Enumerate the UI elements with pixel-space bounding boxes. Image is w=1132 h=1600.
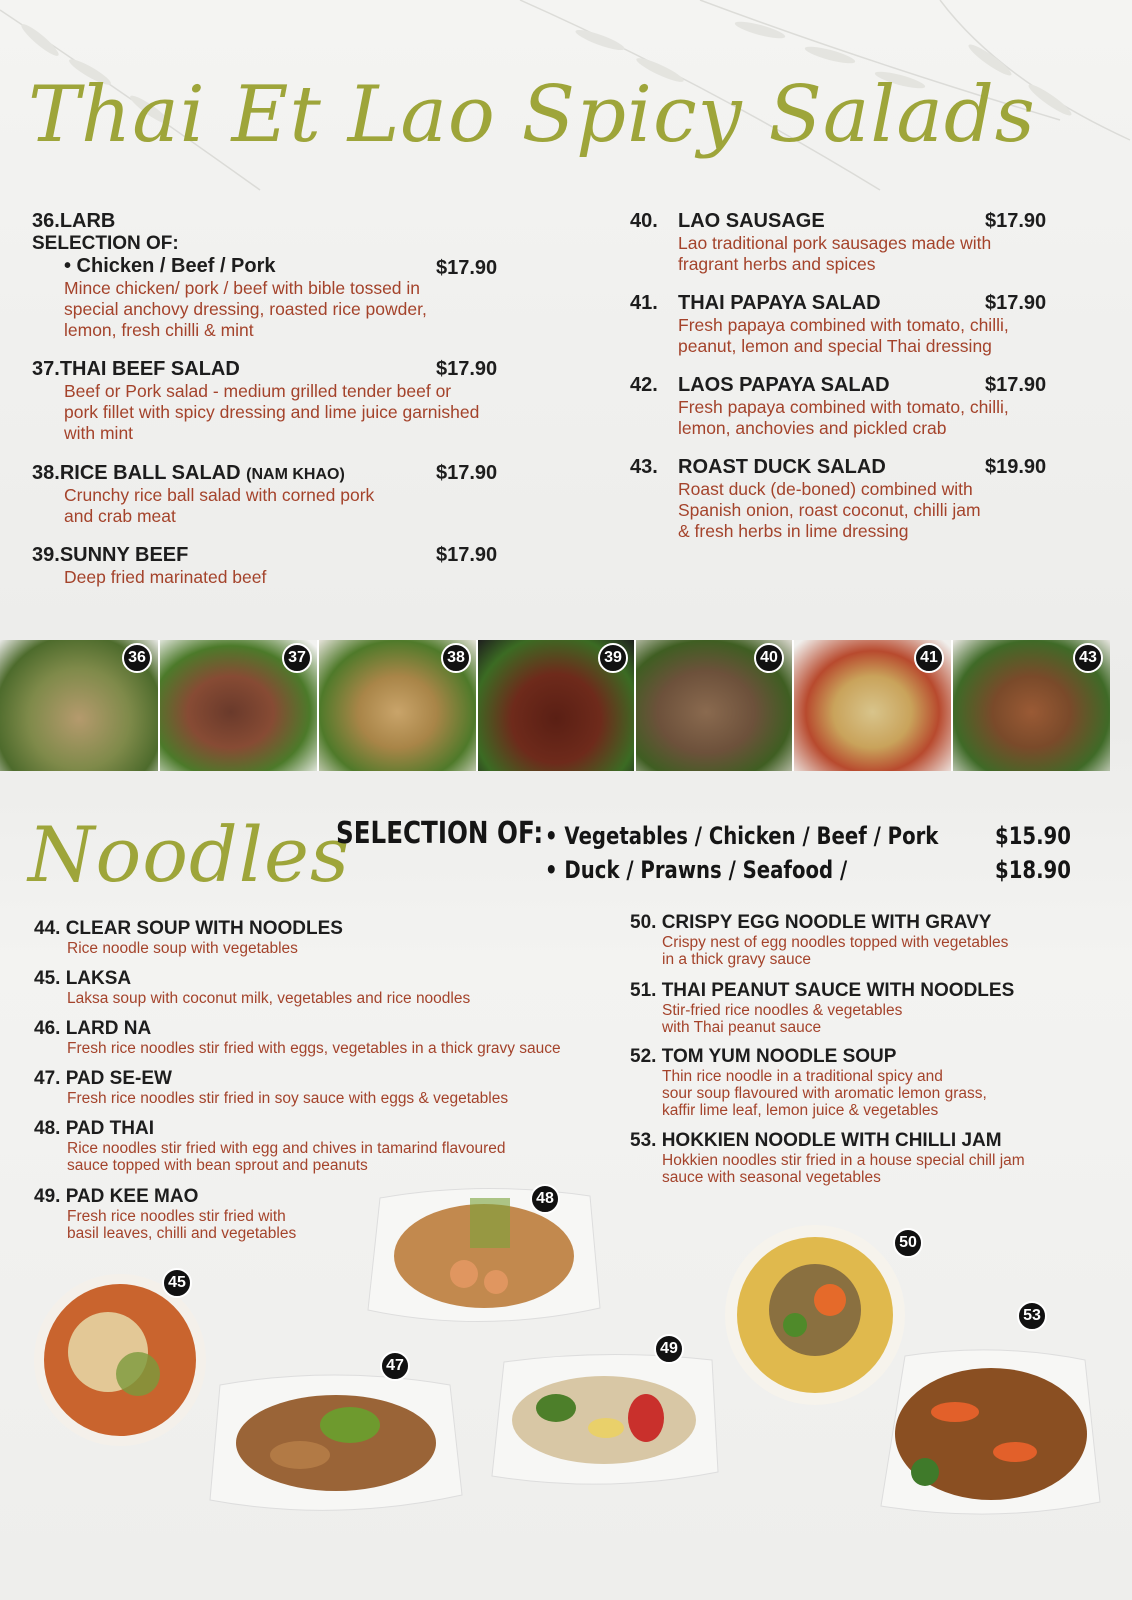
item-number: 52. bbox=[630, 1046, 657, 1067]
item-number: 44. bbox=[34, 918, 61, 939]
item-name: HOKKIEN NOODLE WITH CHILLI JAM bbox=[661, 1130, 1002, 1151]
item-desc-line: Crunchy rice ball salad with corned pork bbox=[64, 485, 375, 505]
item-name: THAI PAPAYA SALAD bbox=[678, 292, 881, 314]
item-desc-line: Fresh papaya combined with tomato, chilli, bbox=[678, 315, 1009, 335]
item-desc-line: sauce topped with bean sprout and peanuts bbox=[67, 1157, 368, 1174]
item-number: 51. bbox=[630, 980, 657, 1001]
item-option: • Chicken / Beef / Pork bbox=[64, 255, 276, 277]
menu-item-37 bbox=[32, 358, 512, 444]
item-name: CLEAR SOUP WITH NOODLES bbox=[65, 918, 343, 939]
photo-number-badge: 41 bbox=[914, 643, 944, 673]
food-photo-pad-thai bbox=[360, 1178, 605, 1338]
item-desc-line: and crab meat bbox=[64, 506, 176, 526]
item-desc-line: sour soup flavoured with aromatic lemon grass, bbox=[662, 1085, 987, 1102]
photo-number-badge: 37 bbox=[282, 643, 312, 673]
item-number: 49. bbox=[34, 1186, 61, 1207]
item-name: LAOS PAPAYA SALAD bbox=[678, 374, 890, 396]
item-desc-line: with mint bbox=[64, 423, 134, 443]
item-name: LARB bbox=[59, 210, 116, 232]
item-number: 38. bbox=[32, 462, 60, 484]
item-number: 41. bbox=[630, 292, 658, 314]
item-name: LAO SAUSAGE bbox=[678, 210, 825, 232]
item-desc-line: in a thick gravy sauce bbox=[662, 951, 812, 968]
item-desc-line: sauce with seasonal vegetables bbox=[662, 1169, 881, 1186]
menu-item-36 bbox=[32, 210, 512, 341]
item-name: SUNNY BEEF bbox=[59, 544, 189, 566]
photo-number-badge: 53 bbox=[1017, 1301, 1047, 1331]
item-desc-line: Fresh rice noodles stir fried with eggs, vegetables in a thick gravy sauce bbox=[67, 1040, 561, 1057]
food-photo-roast-duck-salad bbox=[953, 640, 1110, 771]
food-photo-lao-sausage bbox=[636, 640, 794, 771]
item-name: LAKSA bbox=[65, 968, 132, 989]
food-photo-hokkien-noodle bbox=[875, 1342, 1107, 1527]
item-name: CRISPY EGG NOODLE WITH GRAVY bbox=[661, 912, 992, 933]
item-desc-line: Deep fried marinated beef bbox=[64, 567, 267, 587]
menu-item-44 bbox=[34, 918, 343, 957]
option-label: • Vegetables / Chicken / Beef / Pork bbox=[545, 822, 939, 850]
item-price: $19.90 bbox=[985, 456, 1047, 478]
item-name: RICE BALL SALAD bbox=[59, 462, 241, 484]
food-photo-rice-ball-salad bbox=[319, 640, 478, 771]
item-desc-line: Hokkien noodles stir fried in a house special chill jam bbox=[662, 1152, 1025, 1169]
food-photo-papaya-salad bbox=[794, 640, 953, 771]
noodles-option-2-price bbox=[995, 856, 1088, 885]
item-number: 36. bbox=[32, 210, 60, 232]
item-desc-line: basil leaves, chilli and vegetables bbox=[67, 1225, 297, 1242]
photo-number-badge: 43 bbox=[1073, 643, 1103, 673]
item-desc-line: kaffir lime leaf, lemon juice & vegetables bbox=[662, 1102, 939, 1119]
item-name-alt: (NAM KHAO) bbox=[246, 466, 345, 483]
item-number: 48. bbox=[34, 1118, 61, 1139]
photo-number-badge: 48 bbox=[530, 1184, 560, 1214]
photo-number-badge: 50 bbox=[893, 1228, 923, 1258]
item-desc-line: Rice noodles stir fried with egg and chives in tamarind flavoured bbox=[67, 1140, 506, 1157]
noodles-title: Noodles bbox=[28, 810, 350, 899]
option-label: • Duck / Prawns / Seafood / bbox=[545, 856, 848, 884]
item-desc-line: Fresh rice noodles stir fried with bbox=[67, 1208, 286, 1225]
noodles-option-1 bbox=[545, 822, 1065, 851]
menu-item-48 bbox=[34, 1118, 506, 1174]
item-desc-line: peanut, lemon and special Thai dressing bbox=[678, 336, 992, 356]
photo-number-badge: 39 bbox=[598, 643, 628, 673]
photo-number-badge: 40 bbox=[754, 643, 784, 673]
menu-item-53 bbox=[630, 1130, 1025, 1186]
item-name: PAD SE-EW bbox=[65, 1068, 172, 1089]
item-name: PAD KEE MAO bbox=[65, 1186, 199, 1207]
photo-number-badge: 36 bbox=[122, 643, 152, 673]
item-price: $17.90 bbox=[985, 374, 1047, 396]
item-name: ROAST DUCK SALAD bbox=[678, 456, 886, 478]
item-name: TOM YUM NOODLE SOUP bbox=[661, 1046, 897, 1067]
item-number: 43. bbox=[630, 456, 658, 478]
option-price: $18.90 bbox=[995, 856, 1071, 884]
item-price: $17.90 bbox=[985, 210, 1047, 232]
photo-number-badge: 38 bbox=[441, 643, 471, 673]
item-number: 37. bbox=[32, 358, 60, 380]
item-desc-line: Fresh rice noodles stir fried in soy sauce with eggs & vegetables bbox=[67, 1090, 509, 1107]
item-desc-line: Stir-fried rice noodles & vegetables bbox=[662, 1002, 903, 1019]
item-number: 47. bbox=[34, 1068, 61, 1089]
item-number: 42. bbox=[630, 374, 658, 396]
item-desc-line: Spanish onion, roast coconut, chilli jam bbox=[678, 500, 981, 520]
menu-item-38 bbox=[32, 462, 512, 527]
item-desc-line: & fresh herbs in lime dressing bbox=[678, 521, 909, 541]
item-name: PAD THAI bbox=[65, 1118, 155, 1139]
item-desc-line: Thin rice noodle in a traditional spicy and bbox=[662, 1068, 943, 1085]
item-number: 39. bbox=[32, 544, 60, 566]
menu-item-43 bbox=[630, 456, 1060, 542]
menu-item-40 bbox=[630, 210, 1060, 275]
item-name: THAI PEANUT SAUCE WITH NOODLES bbox=[661, 980, 1015, 1001]
selection-label: SELECTION OF: bbox=[32, 233, 179, 254]
item-number: 50. bbox=[630, 912, 657, 933]
item-desc-line: Crispy nest of egg noodles topped with vegetables bbox=[662, 934, 1009, 951]
item-name: LARD NA bbox=[65, 1018, 152, 1039]
noodles-option-2 bbox=[545, 856, 965, 885]
item-price: $17.90 bbox=[436, 544, 498, 566]
menu-item-52 bbox=[630, 1046, 987, 1119]
item-desc-line: Roast duck (de-boned) combined with bbox=[678, 479, 973, 499]
item-number: 53. bbox=[630, 1130, 657, 1151]
item-desc-line: fragrant herbs and spices bbox=[678, 254, 876, 274]
menu-item-50 bbox=[630, 912, 1008, 968]
menu-item-49 bbox=[34, 1186, 296, 1242]
photo-number-badge: 47 bbox=[380, 1351, 410, 1381]
option-price: $15.90 bbox=[995, 822, 1071, 850]
menu-item-41 bbox=[630, 292, 1060, 357]
item-price: $17.90 bbox=[436, 462, 498, 484]
item-number: 45. bbox=[34, 968, 61, 989]
item-desc-line: lemon, fresh chilli & mint bbox=[64, 320, 254, 340]
item-name: THAI BEEF SALAD bbox=[59, 358, 240, 380]
item-desc-line: lemon, anchovies and pickled crab bbox=[678, 418, 947, 438]
menu-item-45 bbox=[34, 968, 470, 1007]
item-desc-line: pork fillet with spicy dressing and lime juice garnished bbox=[64, 402, 480, 422]
item-desc-line: Lao traditional pork sausages made with bbox=[678, 233, 992, 253]
item-desc-line: Mince chicken/ pork / beef with bible tossed in bbox=[64, 278, 421, 298]
menu-item-47 bbox=[34, 1068, 508, 1107]
item-price: $17.90 bbox=[436, 358, 498, 380]
menu-item-39 bbox=[32, 544, 512, 588]
food-photo-thai-beef-salad bbox=[160, 640, 319, 771]
item-number: 46. bbox=[34, 1018, 61, 1039]
item-desc-line: special anchovy dressing, roasted rice powder, bbox=[64, 299, 427, 319]
item-desc-line: with Thai peanut sauce bbox=[662, 1019, 822, 1036]
menu-item-51 bbox=[630, 980, 1014, 1036]
photo-number-badge: 45 bbox=[162, 1268, 192, 1298]
food-photo-sunny-beef bbox=[478, 640, 636, 771]
food-photo-pad-se-ew bbox=[200, 1365, 468, 1525]
menu-item-46 bbox=[34, 1018, 561, 1057]
food-photo-pad-kee-mao bbox=[486, 1348, 726, 1498]
item-number: 40. bbox=[630, 210, 658, 232]
item-price: $17.90 bbox=[436, 257, 498, 279]
item-desc-line: Laksa soup with coconut milk, vegetables and rice noodles bbox=[67, 990, 471, 1007]
photo-number-badge: 49 bbox=[654, 1334, 684, 1364]
item-desc-line: Rice noodle soup with vegetables bbox=[67, 940, 298, 957]
noodles-option-1-price bbox=[995, 822, 1088, 851]
item-price: $17.90 bbox=[985, 292, 1047, 314]
selection-label-text: SELECTION OF: bbox=[336, 816, 544, 851]
salads-title: Thai Et Lao Spicy Salads bbox=[28, 70, 1036, 160]
food-photo-larb bbox=[0, 640, 160, 771]
item-desc-line: Fresh papaya combined with tomato, chilli, bbox=[678, 397, 1009, 417]
salad-photo-strip bbox=[0, 640, 1132, 771]
menu-item-42 bbox=[630, 374, 1060, 439]
item-desc-line: Beef or Pork salad - medium grilled tender beef or bbox=[64, 381, 452, 401]
